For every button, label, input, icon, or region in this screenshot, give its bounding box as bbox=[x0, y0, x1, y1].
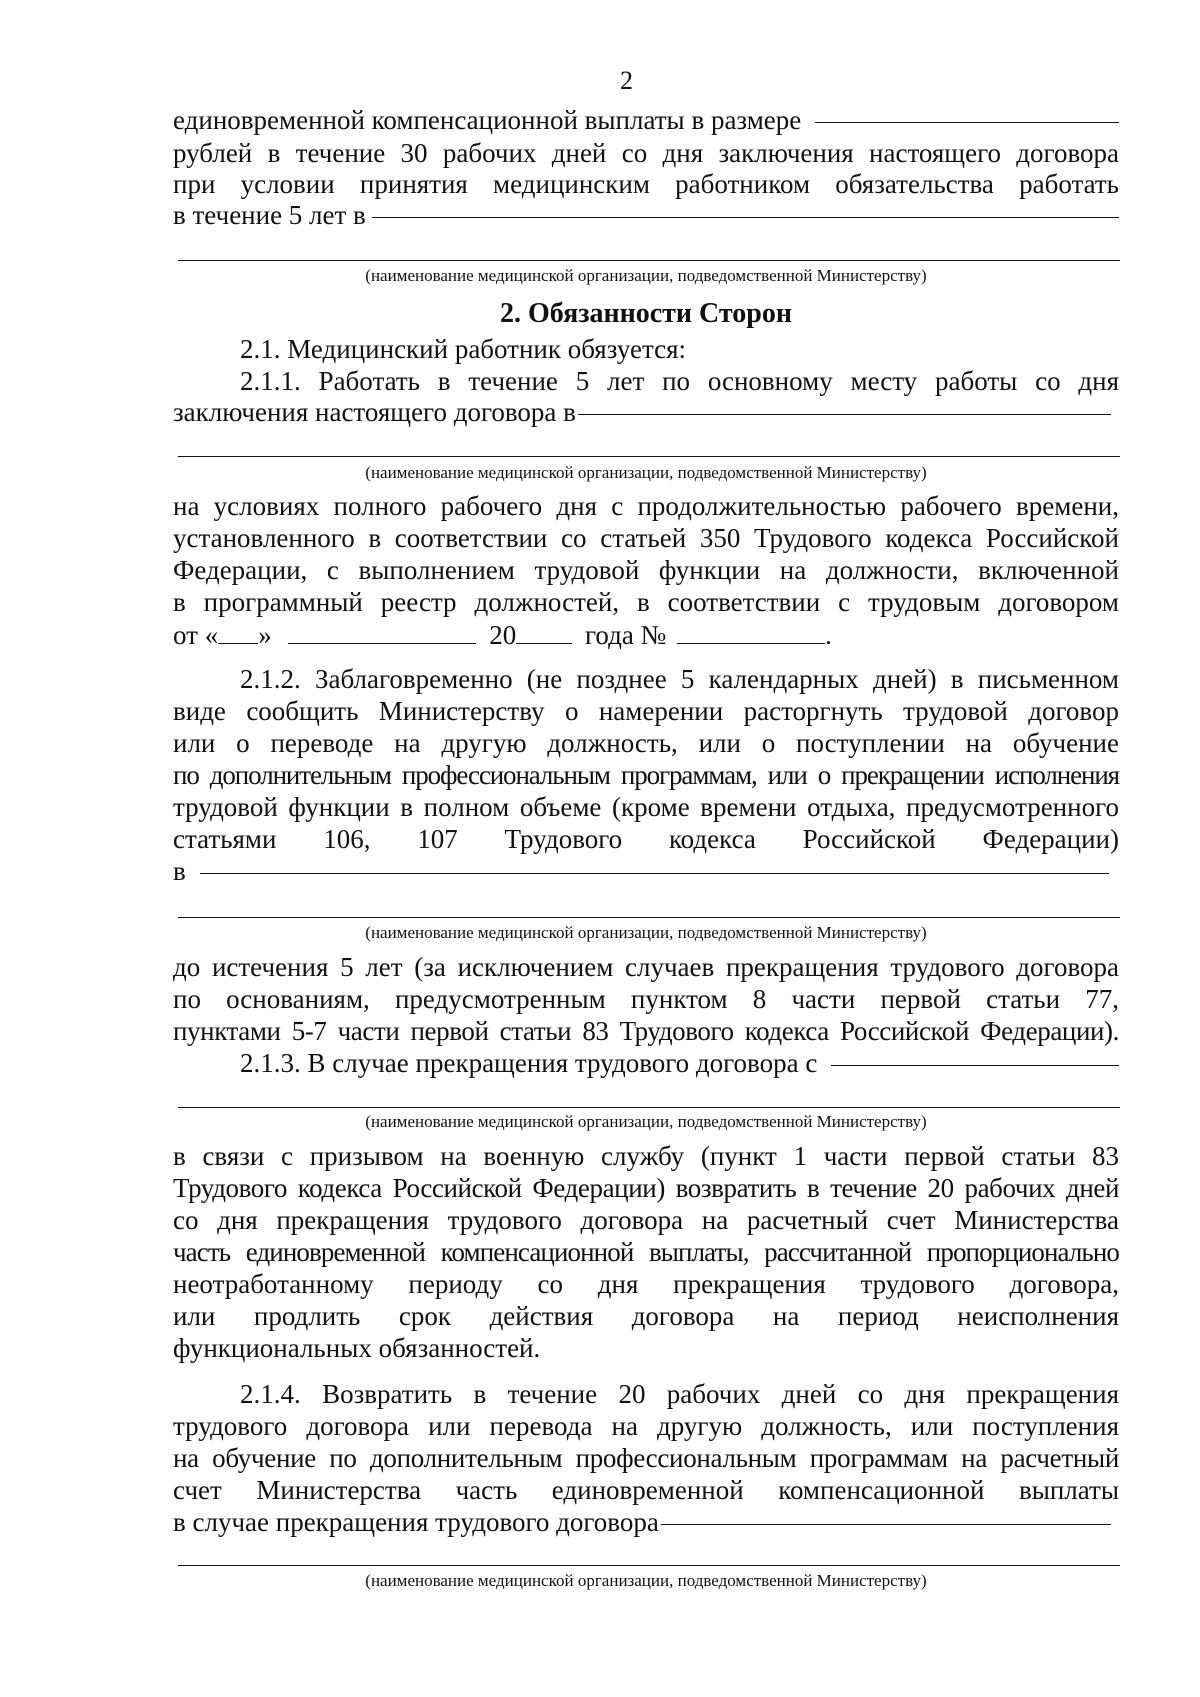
organization-blank bbox=[200, 872, 1109, 874]
year-prefix: 20 bbox=[489, 620, 517, 650]
date-close-quote: » bbox=[258, 620, 272, 650]
clause-2-1-3-line-3: Трудового кодекса Российской Федерации) возвратить в течение 20 рабочих дней bbox=[173, 1173, 1119, 1203]
clause-2-1-3-line-4: со дня прекращения трудового договора на расчетный счет Министерства bbox=[173, 1205, 1119, 1235]
organization-blank-line bbox=[178, 260, 1120, 261]
clause-2-1-1-line-6: в программный реестр должностей, в соответствии с трудовым договором bbox=[173, 587, 1119, 617]
clause-2-1: 2.1. Медицинский работник обязуется: bbox=[240, 334, 686, 364]
intro-line-1 bbox=[173, 104, 1119, 137]
clause-2-1-3-line-5: часть единовременной компенсационной выплаты, рассчитанной пропорционально bbox=[173, 1237, 1119, 1267]
intro-line-2: рублей в течение 30 рабочих дней со дня заключения настоящего договора bbox=[173, 138, 1119, 168]
year-blank bbox=[516, 621, 572, 644]
organization-blank-line bbox=[178, 456, 1120, 457]
contract-date-line bbox=[173, 619, 1119, 652]
date-open-quote: от « bbox=[173, 620, 219, 650]
organization-blank-line bbox=[178, 917, 1120, 918]
clause-2-1-2-line-2: виде сообщить Министерству о намерении расторгнуть трудовой договор bbox=[173, 696, 1119, 726]
clause-2-1-3-line-6: неотработанному периоду со дня прекращения трудового договора, bbox=[173, 1269, 1119, 1299]
caption-org-2: (наименование медицинской организации, подведомственной Министерству) bbox=[365, 463, 927, 482]
clause-2-1-2-line-3: или о переводе на другую должность, или о поступлении на обучение bbox=[173, 728, 1119, 758]
organization-blank bbox=[578, 413, 1111, 415]
organization-blank bbox=[661, 1523, 1111, 1525]
organization-blank-line bbox=[178, 1565, 1120, 1566]
clause-2-1-4-line-3: на обучение по дополнительным профессиональным программам на расчетный bbox=[173, 1443, 1119, 1473]
organization-blank bbox=[372, 216, 1119, 218]
caption-org-5: (наименование медицинской организации, подведомственной Министерству) bbox=[365, 1571, 927, 1590]
clause-2-1-2-line-4: по дополнительным профессиональным программам, или о прекращении исполнения bbox=[173, 760, 1119, 790]
clause-2-1-3-line-1 bbox=[240, 1047, 1119, 1080]
organization-blank bbox=[831, 1064, 1119, 1066]
month-blank bbox=[288, 621, 476, 644]
intro-line-4-text: в течение 5 лет в bbox=[173, 200, 366, 230]
intro-line-3: при условии принятия медицинским работником обязательства работать bbox=[173, 169, 1119, 199]
clause-2-1-1-line-2 bbox=[173, 396, 1111, 429]
clause-2-1-1-line-4: установленного в соответствии со статьей 350 Трудового кодекса Российской bbox=[173, 523, 1119, 553]
clause-2-1-2-line-7-text: в bbox=[173, 856, 186, 886]
clause-2-1-4-line-5 bbox=[173, 1506, 1111, 1539]
clause-2-1-2-line-9: по основаниям, предусмотренным пунктом 8 части первой статьи 77, bbox=[173, 984, 1119, 1014]
clause-2-1-1-line-1: 2.1.1. Работать в течение 5 лет по основному месту работы со дня bbox=[240, 366, 1119, 396]
clause-2-1-2-line-8: до истечения 5 лет (за исключением случаев прекращения трудового договора bbox=[173, 952, 1119, 982]
clause-2-1-4-line-5-text: в случае прекращения трудового договора bbox=[173, 1507, 659, 1537]
clause-2-1-2-line-10: пунктами 5-7 части первой статьи 83 Трудового кодекса Российской Федерации). bbox=[173, 1016, 1119, 1046]
caption-org-3: (наименование медицинской организации, подведомственной Министерству) bbox=[365, 923, 927, 942]
amount-blank bbox=[815, 121, 1119, 123]
organization-blank-line bbox=[178, 1107, 1120, 1108]
clause-2-1-3-line-2: в связи с призывом на военную службу (пункт 1 части первой статьи 83 bbox=[173, 1141, 1119, 1171]
number-label: года № bbox=[584, 620, 667, 650]
contract-number-blank bbox=[677, 621, 825, 644]
intro-line-4 bbox=[173, 199, 1119, 232]
day-blank bbox=[218, 621, 258, 644]
caption-org-1: (наименование медицинской организации, подведомственной Министерству) bbox=[365, 266, 927, 285]
clause-2-1-3-line-1-text: 2.1.3. В случае прекращения трудового договора с bbox=[240, 1048, 818, 1078]
page-number: 2 bbox=[620, 66, 633, 95]
clause-2-1-1-line-3: на условиях полного рабочего дня с продолжительностью рабочего времени, bbox=[173, 491, 1119, 521]
clause-2-1-3-line-8: функциональных обязанностей. bbox=[173, 1333, 541, 1363]
clause-2-1-3-line-7: или продлить срок действия договора на период неисполнения bbox=[173, 1301, 1119, 1331]
caption-org-4: (наименование медицинской организации, подведомственной Министерству) bbox=[365, 1112, 927, 1131]
clause-2-1-4-line-4: счет Министерства часть единовременной компенсационной выплаты bbox=[173, 1475, 1119, 1505]
clause-2-1-4-line-2: трудового договора или перевода на другую должность, или поступления bbox=[173, 1411, 1119, 1441]
clause-2-1-4-line-1: 2.1.4. Возвратить в течение 20 рабочих дней со дня прекращения bbox=[240, 1379, 1119, 1409]
clause-2-1-1-line-2-text: заключения настоящего договора в bbox=[173, 397, 576, 427]
clause-2-1-2-line-7 bbox=[173, 855, 1109, 888]
clause-2-1-2-line-6: статьями 106, 107 Трудового кодекса Российской Федерации) bbox=[173, 824, 1119, 854]
intro-line-1-text: единовременной компенсационной выплаты в размере bbox=[173, 105, 802, 135]
clause-2-1-1-line-5: Федерации, с выполнением трудовой функции на должности, включенной bbox=[173, 555, 1119, 585]
section-heading: 2. Обязанности Сторон bbox=[499, 298, 792, 329]
date-period: . bbox=[825, 620, 832, 650]
clause-2-1-2-line-5: трудовой функции в полном объеме (кроме времени отдыха, предусмотренного bbox=[173, 792, 1119, 822]
clause-2-1-2-line-1: 2.1.2. Заблаговременно (не позднее 5 календарных дней) в письменном bbox=[240, 664, 1119, 694]
